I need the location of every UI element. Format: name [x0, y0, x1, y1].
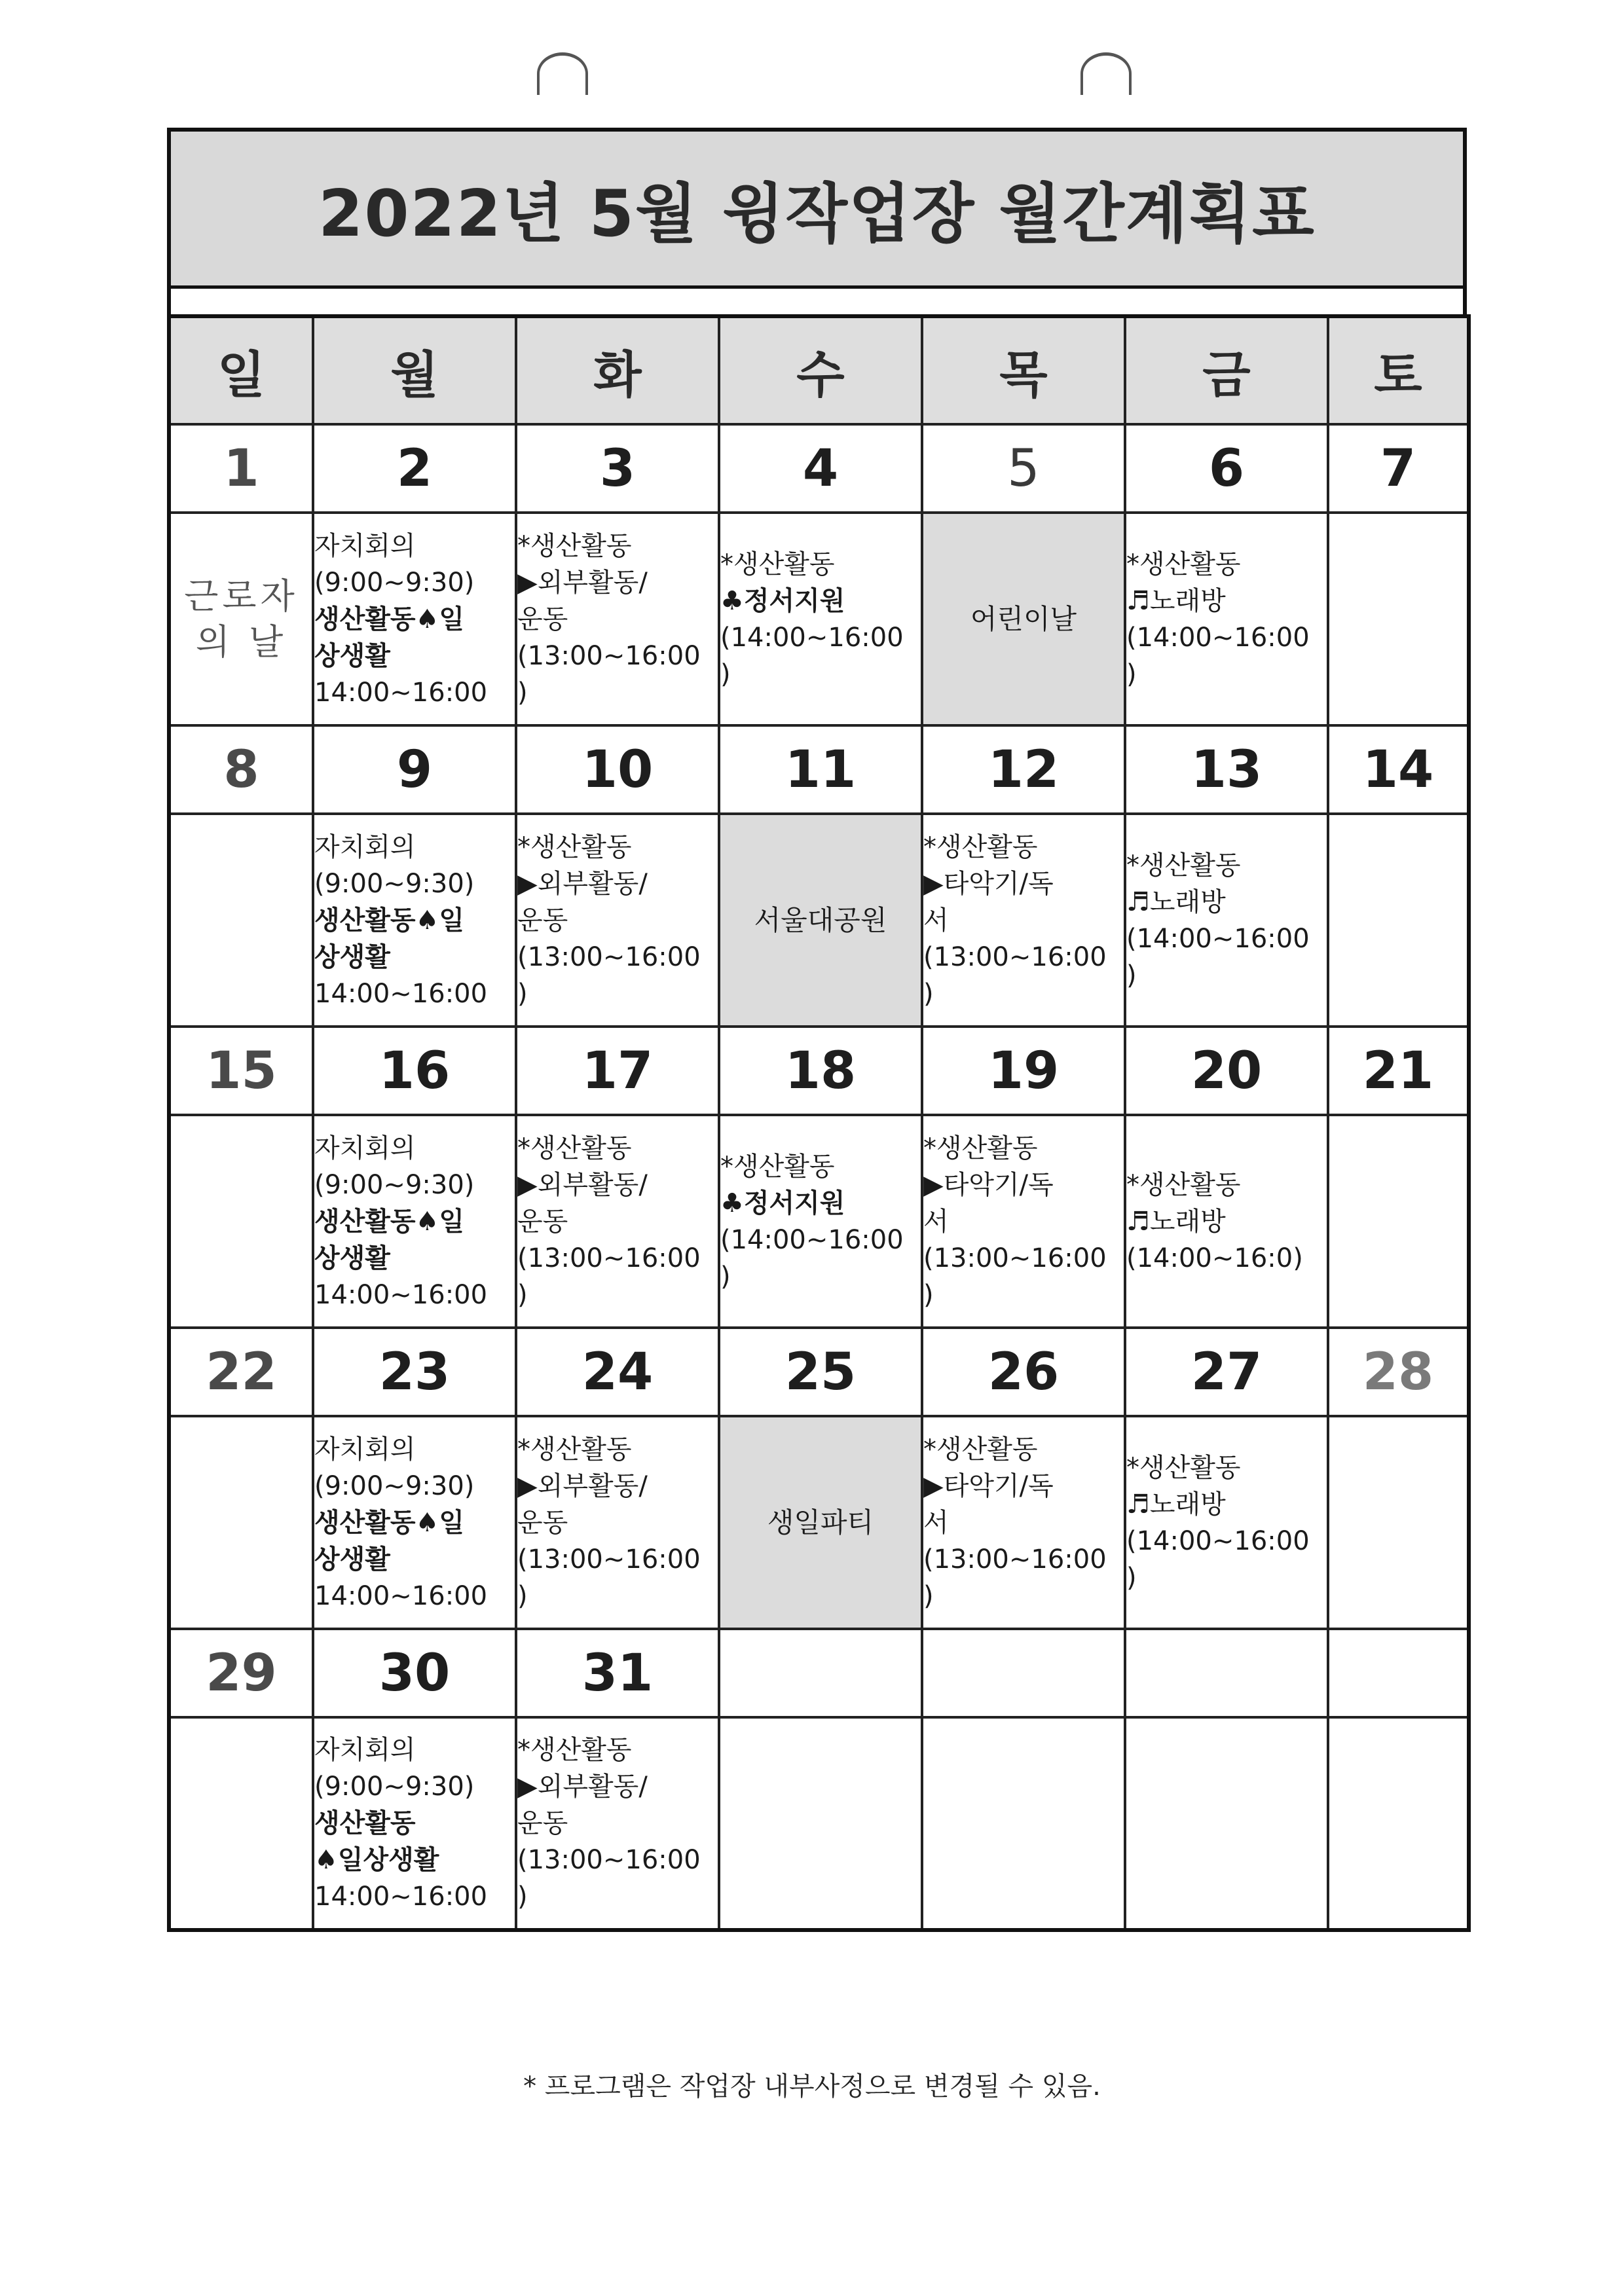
schedule-line: *생산활동 [517, 1434, 632, 1465]
schedule-cell [1328, 513, 1469, 725]
weekday-header-row [169, 316, 1469, 424]
schedule-line: ♬노래방 [1126, 585, 1226, 616]
schedule-cell [313, 513, 516, 725]
schedule-line: (13:00~16:00 [923, 1544, 1107, 1575]
schedule-line: *생산활동 [923, 1434, 1038, 1465]
schedule-cell [1125, 1115, 1328, 1328]
schedule-line: 자치회의 [314, 831, 416, 862]
binder-hole-right [1080, 52, 1132, 95]
schedule-line: (13:00~16:00 [517, 1544, 701, 1575]
schedule-cell [1125, 1416, 1328, 1629]
schedule-line: 자치회의 [314, 1133, 416, 1163]
schedule-line: ) [517, 978, 528, 1009]
schedule-line: (9:00~9:30) [314, 1470, 475, 1501]
date-number: 21 [1328, 1027, 1469, 1115]
schedule-line: (14:00~16:0) [1126, 1243, 1303, 1273]
event-cell [922, 513, 1125, 725]
schedule-line: (13:00~16:00 [923, 941, 1107, 972]
schedule-line: (14:00~16:00 [1126, 1525, 1310, 1556]
date-number: 14 [1328, 725, 1469, 814]
schedule-line: ▶외부활동/ [517, 868, 648, 899]
date-number: 17 [516, 1027, 719, 1115]
schedule-line: 서 [923, 905, 949, 936]
schedule-cell [719, 1115, 922, 1328]
weekday-wed: 수 [719, 316, 922, 424]
binder-hole-left [537, 52, 588, 95]
date-number: 9 [313, 725, 516, 814]
schedule-cell [922, 1416, 1125, 1629]
schedule-line: 운동 [517, 604, 568, 634]
schedule-line: *생산활동 [517, 831, 632, 862]
schedule-line: 운동 [517, 1808, 568, 1838]
date-number: 16 [313, 1027, 516, 1115]
footnote: * 프로그램은 작업장 내부사정으로 변경될 수 있음. [523, 2071, 1101, 2102]
date-row [169, 1629, 1469, 1717]
date-number: 8 [169, 725, 313, 814]
schedule-line: ) [517, 1882, 528, 1912]
schedule-line: ) [1126, 659, 1137, 689]
schedule-cell [1125, 513, 1328, 725]
schedule-line: (9:00~9:30) [314, 868, 475, 899]
schedule-line: 어린이날 [970, 602, 1077, 635]
calendar-sheet [167, 128, 1470, 2039]
date-number: 25 [719, 1328, 922, 1416]
date-number [1125, 1629, 1328, 1717]
schedule-line: (14:00~16:00 [720, 622, 904, 653]
schedule-line: *생산활동 [720, 1151, 835, 1182]
schedule-line: ▶타악기/독 [923, 1470, 1054, 1501]
schedule-cell [516, 1416, 719, 1629]
date-number: 1 [169, 424, 313, 513]
date-row [169, 1328, 1469, 1416]
schedule-line: ) [1126, 1562, 1137, 1593]
schedule-line: (13:00~16:00 [517, 1243, 701, 1273]
schedule-cell [516, 814, 719, 1027]
schedule-cell [922, 814, 1125, 1027]
schedule-cell [313, 1115, 516, 1328]
schedule-line: 생산활동♠일 [314, 604, 465, 634]
schedule-line: *생산활동 [1126, 1169, 1241, 1200]
date-number: 30 [313, 1629, 516, 1717]
schedule-cell [516, 1115, 719, 1328]
schedule-line: 상생활 [314, 941, 390, 972]
holiday-label: 의 날 [195, 621, 287, 663]
schedule-cell [169, 814, 313, 1027]
date-number: 7 [1328, 424, 1469, 513]
date-number: 23 [313, 1328, 516, 1416]
schedule-line: ♬노래방 [1126, 1489, 1226, 1520]
date-number: 24 [516, 1328, 719, 1416]
schedule-line: ) [517, 677, 528, 708]
date-number: 27 [1125, 1328, 1328, 1416]
schedule-line: 14:00~16:00 [314, 1279, 488, 1310]
schedule-line: 자치회의 [314, 1434, 416, 1465]
schedule-cell [1328, 1416, 1469, 1629]
schedule-line: (14:00~16:00 [1126, 923, 1310, 954]
schedule-line: 운동 [517, 905, 568, 936]
date-number: 15 [169, 1027, 313, 1115]
schedule-cell [313, 1416, 516, 1629]
title-band [171, 132, 1463, 289]
date-number: 28 [1328, 1328, 1469, 1416]
schedule-line: (14:00~16:00 [720, 1224, 904, 1255]
weekday-fri: 금 [1125, 316, 1328, 424]
schedule-line: 생산활동♠일 [314, 1507, 465, 1538]
schedule-cell [922, 1717, 1125, 1930]
schedule-cell [1125, 1717, 1328, 1930]
date-number: 3 [516, 424, 719, 513]
schedule-cell [516, 1717, 719, 1930]
schedule-line: 서 [923, 1206, 949, 1237]
schedule-line: 생산활동♠일 [314, 905, 465, 936]
schedule-line: 운동 [517, 1206, 568, 1237]
schedule-cell [719, 513, 922, 725]
date-number [922, 1629, 1125, 1717]
schedule-line: ▶타악기/독 [923, 868, 1054, 899]
schedule-cell [169, 1416, 313, 1629]
schedule-line: ♬노래방 [1126, 1206, 1226, 1237]
schedule-line: ) [720, 659, 731, 689]
schedule-cell [1328, 1717, 1469, 1930]
date-row [169, 1027, 1469, 1115]
schedule-row [169, 1717, 1469, 1930]
schedule-line: 상생활 [314, 1243, 390, 1273]
schedule-line: (13:00~16:00 [517, 640, 701, 671]
schedule-line: ♣정서지원 [720, 1188, 845, 1218]
schedule-line: *생산활동 [1126, 850, 1241, 881]
schedule-line: ) [923, 1279, 934, 1310]
schedule-line: *생산활동 [1126, 549, 1241, 579]
schedule-line: *생산활동 [720, 549, 835, 579]
schedule-line: ) [1126, 960, 1137, 991]
date-number: 4 [719, 424, 922, 513]
schedule-line: 생산활동♠일 [314, 1206, 465, 1237]
schedule-line: 자치회의 [314, 530, 416, 561]
schedule-cell [313, 814, 516, 1027]
schedule-line: (14:00~16:00 [1126, 622, 1310, 653]
schedule-line: ) [923, 1580, 934, 1611]
schedule-cell [719, 1717, 922, 1930]
schedule-line: 서 [923, 1507, 949, 1538]
event-cell [719, 814, 922, 1027]
schedule-cell [922, 1115, 1125, 1328]
date-number: 31 [516, 1629, 719, 1717]
schedule-line: 운동 [517, 1507, 568, 1538]
schedule-line: ) [517, 1580, 528, 1611]
schedule-line: 생일파티 [767, 1506, 874, 1539]
schedule-line: 14:00~16:00 [314, 1580, 488, 1611]
date-number: 5 [922, 424, 1125, 513]
weekday-tue: 화 [516, 316, 719, 424]
schedule-line: ▶외부활동/ [517, 1772, 648, 1802]
schedule-line: 14:00~16:00 [314, 677, 488, 708]
schedule-line: 14:00~16:00 [314, 1882, 488, 1912]
date-number: 22 [169, 1328, 313, 1416]
schedule-cell [1328, 814, 1469, 1027]
date-number: 19 [922, 1027, 1125, 1115]
schedule-line: (9:00~9:30) [314, 567, 475, 598]
schedule-cell [516, 513, 719, 725]
schedule-line: *생산활동 [517, 1133, 632, 1163]
date-number: 6 [1125, 424, 1328, 513]
date-number: 10 [516, 725, 719, 814]
schedule-line: *생산활동 [517, 530, 632, 561]
schedule-line: (13:00~16:00 [517, 941, 701, 972]
schedule-cell [1125, 814, 1328, 1027]
schedule-line: (13:00~16:00 [923, 1243, 1107, 1273]
schedule-line: ♬노래방 [1126, 886, 1226, 917]
schedule-line: ▶외부활동/ [517, 1169, 648, 1200]
date-number [719, 1629, 922, 1717]
date-row [169, 424, 1469, 513]
schedule-line: (9:00~9:30) [314, 1169, 475, 1200]
schedule-line: 생산활동 [314, 1808, 416, 1838]
schedule-line: 14:00~16:00 [314, 978, 488, 1009]
schedule-row [169, 814, 1469, 1027]
date-number: 13 [1125, 725, 1328, 814]
schedule-row [169, 1416, 1469, 1629]
date-number: 12 [922, 725, 1125, 814]
schedule-cell [313, 1717, 516, 1930]
schedule-line: 상생활 [314, 640, 390, 671]
schedule-row [169, 1115, 1469, 1328]
page-title: 2022년 5월 윙작업장 월간계획표 [318, 177, 1316, 251]
schedule-line: 서울대공원 [754, 903, 887, 936]
schedule-line: *생산활동 [923, 1133, 1038, 1163]
schedule-line: ) [923, 978, 934, 1009]
calendar-table [167, 314, 1471, 1932]
schedule-cell [1328, 1115, 1469, 1328]
event-cell [719, 1416, 922, 1629]
schedule-line: ) [720, 1261, 731, 1292]
weekday-thu: 목 [922, 316, 1125, 424]
schedule-line: *생산활동 [1126, 1452, 1241, 1483]
schedule-cell [169, 513, 313, 725]
schedule-line: ▶외부활동/ [517, 1470, 648, 1501]
schedule-cell [169, 1115, 313, 1328]
date-number: 20 [1125, 1027, 1328, 1115]
schedule-line: 상생활 [314, 1544, 390, 1575]
schedule-line: (13:00~16:00 [517, 1845, 701, 1875]
schedule-line: ) [517, 1279, 528, 1310]
weekday-sun: 일 [169, 316, 313, 424]
schedule-row [169, 513, 1469, 725]
schedule-line: 자치회의 [314, 1735, 416, 1765]
date-row [169, 725, 1469, 814]
schedule-line: ♣정서지원 [720, 585, 845, 616]
date-number [1328, 1629, 1469, 1717]
weekday-mon: 월 [313, 316, 516, 424]
date-number: 18 [719, 1027, 922, 1115]
weekday-sat: 토 [1328, 316, 1469, 424]
schedule-line: ▶외부활동/ [517, 567, 648, 598]
schedule-cell [169, 1717, 313, 1930]
schedule-line: (9:00~9:30) [314, 1772, 475, 1802]
date-number: 2 [313, 424, 516, 513]
date-number: 29 [169, 1629, 313, 1717]
schedule-line: *생산활동 [923, 831, 1038, 862]
date-number: 11 [719, 725, 922, 814]
schedule-line: ▶타악기/독 [923, 1169, 1054, 1200]
holiday-label: 근로자 [184, 575, 299, 617]
schedule-line: ♠일상생활 [314, 1845, 439, 1875]
calendar-body [169, 424, 1469, 1930]
title-box [167, 128, 1467, 288]
schedule-line: *생산활동 [517, 1735, 632, 1765]
date-number: 26 [922, 1328, 1125, 1416]
